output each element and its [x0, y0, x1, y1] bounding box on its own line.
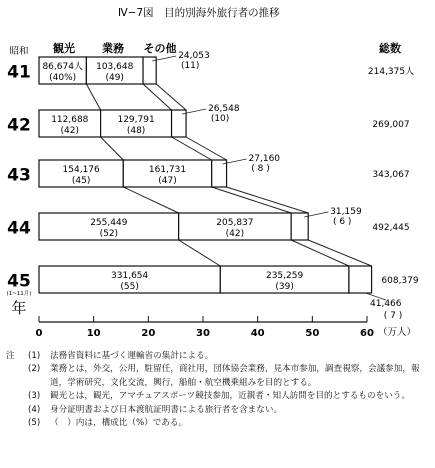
share-label: (42) [225, 229, 245, 239]
x-axis [36, 316, 374, 339]
data-label: 129,791 [117, 115, 155, 125]
year-era: 昭和 [9, 46, 29, 57]
data-label: 27,160 [248, 154, 281, 164]
share-label: (45) [71, 176, 91, 186]
data-label: 41,466 [370, 299, 402, 309]
share-label: (10) [210, 114, 230, 124]
legend-label-kanko: 観光 [53, 42, 75, 55]
data-label: 331,654 [111, 271, 149, 281]
note-row [6, 390, 431, 403]
notes [6, 350, 431, 430]
data-label: 255,449 [90, 218, 128, 228]
notes-header: 注 [6, 351, 15, 361]
share-label: (11) [180, 61, 200, 71]
share-label: (39) [275, 282, 294, 292]
share-label: (52) [99, 229, 119, 239]
connector-line [156, 84, 186, 110]
total-label: 214,375人 [367, 67, 415, 77]
note-text: （ ）内は，構成比（%）である。 [50, 418, 188, 429]
bar-layer [39, 57, 372, 293]
note-row [6, 404, 431, 417]
year-note: (1~11月) [6, 291, 32, 297]
note-text: 身分証明書および日本渡航証明書による旅行者を含まない。 [50, 404, 283, 415]
connector-line [227, 187, 309, 213]
data-label: 205,837 [216, 218, 254, 228]
data-label: 161,731 [148, 165, 187, 175]
data-label: 235,259 [265, 271, 304, 281]
x-tick-label: 30 [196, 328, 210, 339]
connector-line [123, 187, 178, 213]
data-label: 26,548 [208, 104, 240, 114]
share-label: (48) [126, 126, 146, 136]
figure-title: Ⅳ−7図 目的別海外旅行者の推移 [118, 7, 280, 19]
category-label: 42 [7, 115, 31, 136]
category-label: 45 [7, 271, 31, 292]
category-label: 44 [7, 218, 31, 239]
bar-segment [349, 266, 372, 293]
data-label: 86,674人 [42, 62, 83, 72]
x-tick-label: 0 [35, 328, 43, 339]
share-label: ( 8 ) [251, 164, 270, 174]
total-label: 608,379 [381, 276, 419, 286]
connector-line [143, 84, 172, 110]
connector-line [179, 240, 221, 266]
share-label: ( 7 ) [383, 311, 403, 321]
note-text: 業務とは，外交，公用，駐留任，商社用，団体協会業務，見本市参加，調査視察，会議参加，報道，学術研究，文化交流，興行，船舶・航空機乗組みを目的とする。 [50, 364, 420, 388]
category-label: 43 [7, 165, 31, 186]
note-number: (3) [28, 391, 41, 402]
note-number: (1) [28, 351, 41, 361]
x-tick-label: 20 [141, 328, 156, 339]
x-tick-label: 50 [305, 328, 320, 339]
connector-line [101, 137, 124, 160]
note-row [6, 350, 431, 363]
note-text: 観光とは，観光，アマチュアスポーツ競技参加，近親者・知人訪問を目的とするものをいう。 [50, 391, 410, 402]
share-label: (40%) [49, 73, 77, 83]
data-label: 24,053 [178, 51, 210, 61]
category-label: 41 [7, 62, 31, 83]
note-number: (2) [28, 364, 41, 375]
total-label: 343,067 [372, 170, 410, 180]
bar-segment [143, 57, 156, 84]
note-number: (5) [28, 418, 41, 429]
share-label: (49) [105, 73, 124, 83]
bar-segment [172, 110, 187, 137]
share-label: (42) [60, 126, 80, 136]
note-number: (4) [28, 404, 41, 415]
note-text: 法務省資料に基づく運輸省の集計による。 [50, 351, 214, 361]
x-tick-label: 40 [250, 328, 265, 339]
total-label: 269,007 [372, 120, 410, 130]
connector-line [212, 187, 291, 213]
legend-label-gyomu: 業務 [102, 42, 124, 55]
x-tick-label: 10 [86, 328, 101, 339]
data-label: 154,176 [62, 165, 100, 175]
total-header: 総数 [379, 42, 401, 55]
data-label: 112,688 [51, 115, 89, 125]
year-suffix: 年 [11, 299, 27, 317]
data-label: 31,159 [330, 207, 362, 217]
share-label: (47) [158, 176, 177, 186]
x-unit-label: （万人） [378, 327, 417, 338]
share-label: ( 6 ) [332, 217, 352, 227]
x-tick-label: 60 [360, 328, 374, 339]
legend-label-sonota: その他 [143, 42, 177, 55]
note-row [6, 363, 431, 390]
connector-line [86, 84, 100, 110]
total-label: 492,445 [372, 223, 410, 233]
bar-segment [212, 160, 227, 187]
share-label: (55) [120, 282, 139, 292]
note-row [6, 417, 431, 430]
data-label: 103,648 [96, 62, 134, 72]
